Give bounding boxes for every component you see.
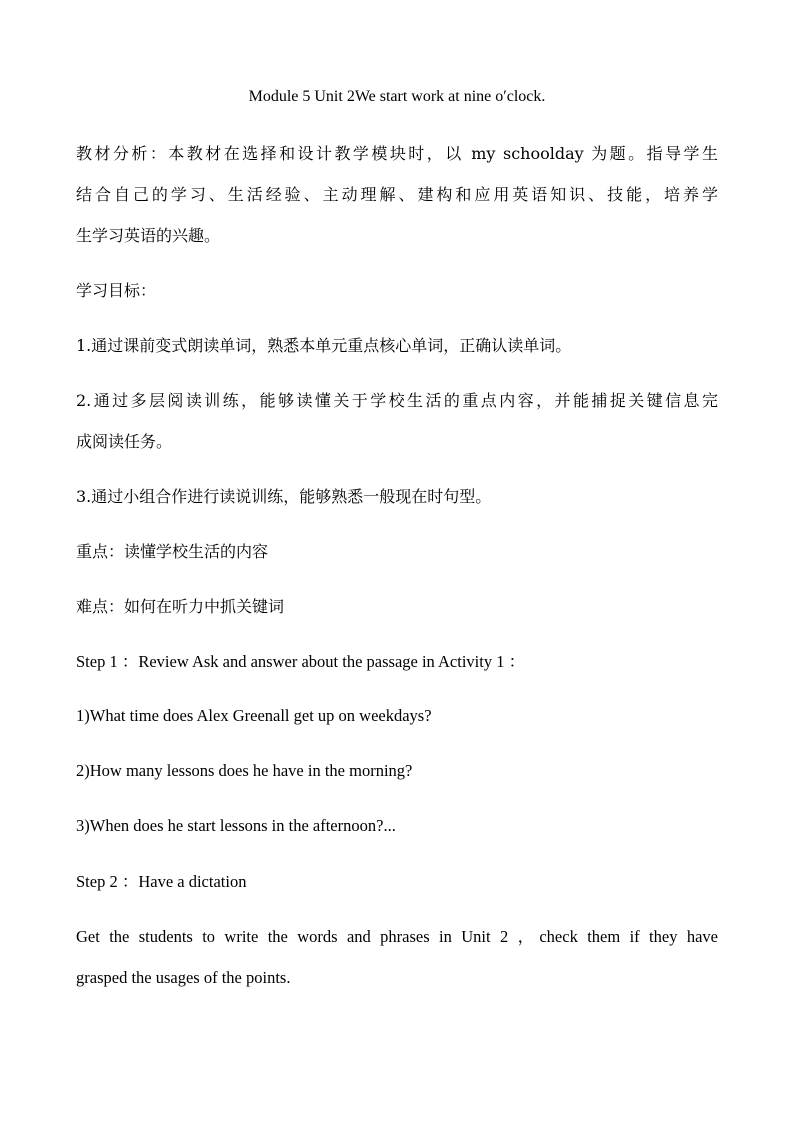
step1-question-3: 3)When does he start lessons in the afternoon?... <box>76 816 396 835</box>
step1-heading: Step 1 ：Review Ask and answer about the passage in Activity 1 ： <box>76 652 526 671</box>
objective-item-3: 3.通过小组合作进行读说训练，能够熟悉一般现在时句型。 <box>76 487 492 506</box>
document-page <box>76 0 718 1123</box>
step2-line-1: Get the students to write the words and phrases in Unit 2 ，check them if they have <box>76 927 718 946</box>
step1-question-2: 2)How many lessons does he have in the morning? <box>76 761 413 780</box>
step1-question-1: 1)What time does Alex Greenall get up on weekdays? <box>76 706 432 725</box>
objectives-heading: 学习目标： <box>76 281 157 300</box>
key-point: 重点：读懂学校生活的内容 <box>76 542 269 561</box>
step2-line-2: grasped the usages of the points. <box>76 968 291 987</box>
objective-item-1: 1.通过课前变式朗读单词，熟悉本单元重点核心单词，正确认读单词。 <box>76 336 572 355</box>
document-title: Module 5 Unit 2We start work at nine o′clock. <box>248 88 546 105</box>
objective-item-2-line-1: 2.通过多层阅读训练，能够读懂关于学校生活的重点内容，并能捕捉关键信息完 <box>76 391 718 410</box>
analysis-line-2: 结合自己的学习、生活经验、主动理解、建构和应用英语知识、技能，培养学 <box>76 185 718 204</box>
objective-item-2-line-2: 成阅读任务。 <box>76 432 173 451</box>
analysis-line-1: 教材分析：本教材在选择和设计教学模块时，以 my schoolday 为题。指导学生 <box>76 144 718 163</box>
difficulty-point: 难点：如何在听力中抓关键词 <box>76 597 285 616</box>
analysis-line-3: 生学习英语的兴趣。 <box>76 226 221 245</box>
step2-heading: Step 2 ：Have a dictation <box>76 872 247 891</box>
